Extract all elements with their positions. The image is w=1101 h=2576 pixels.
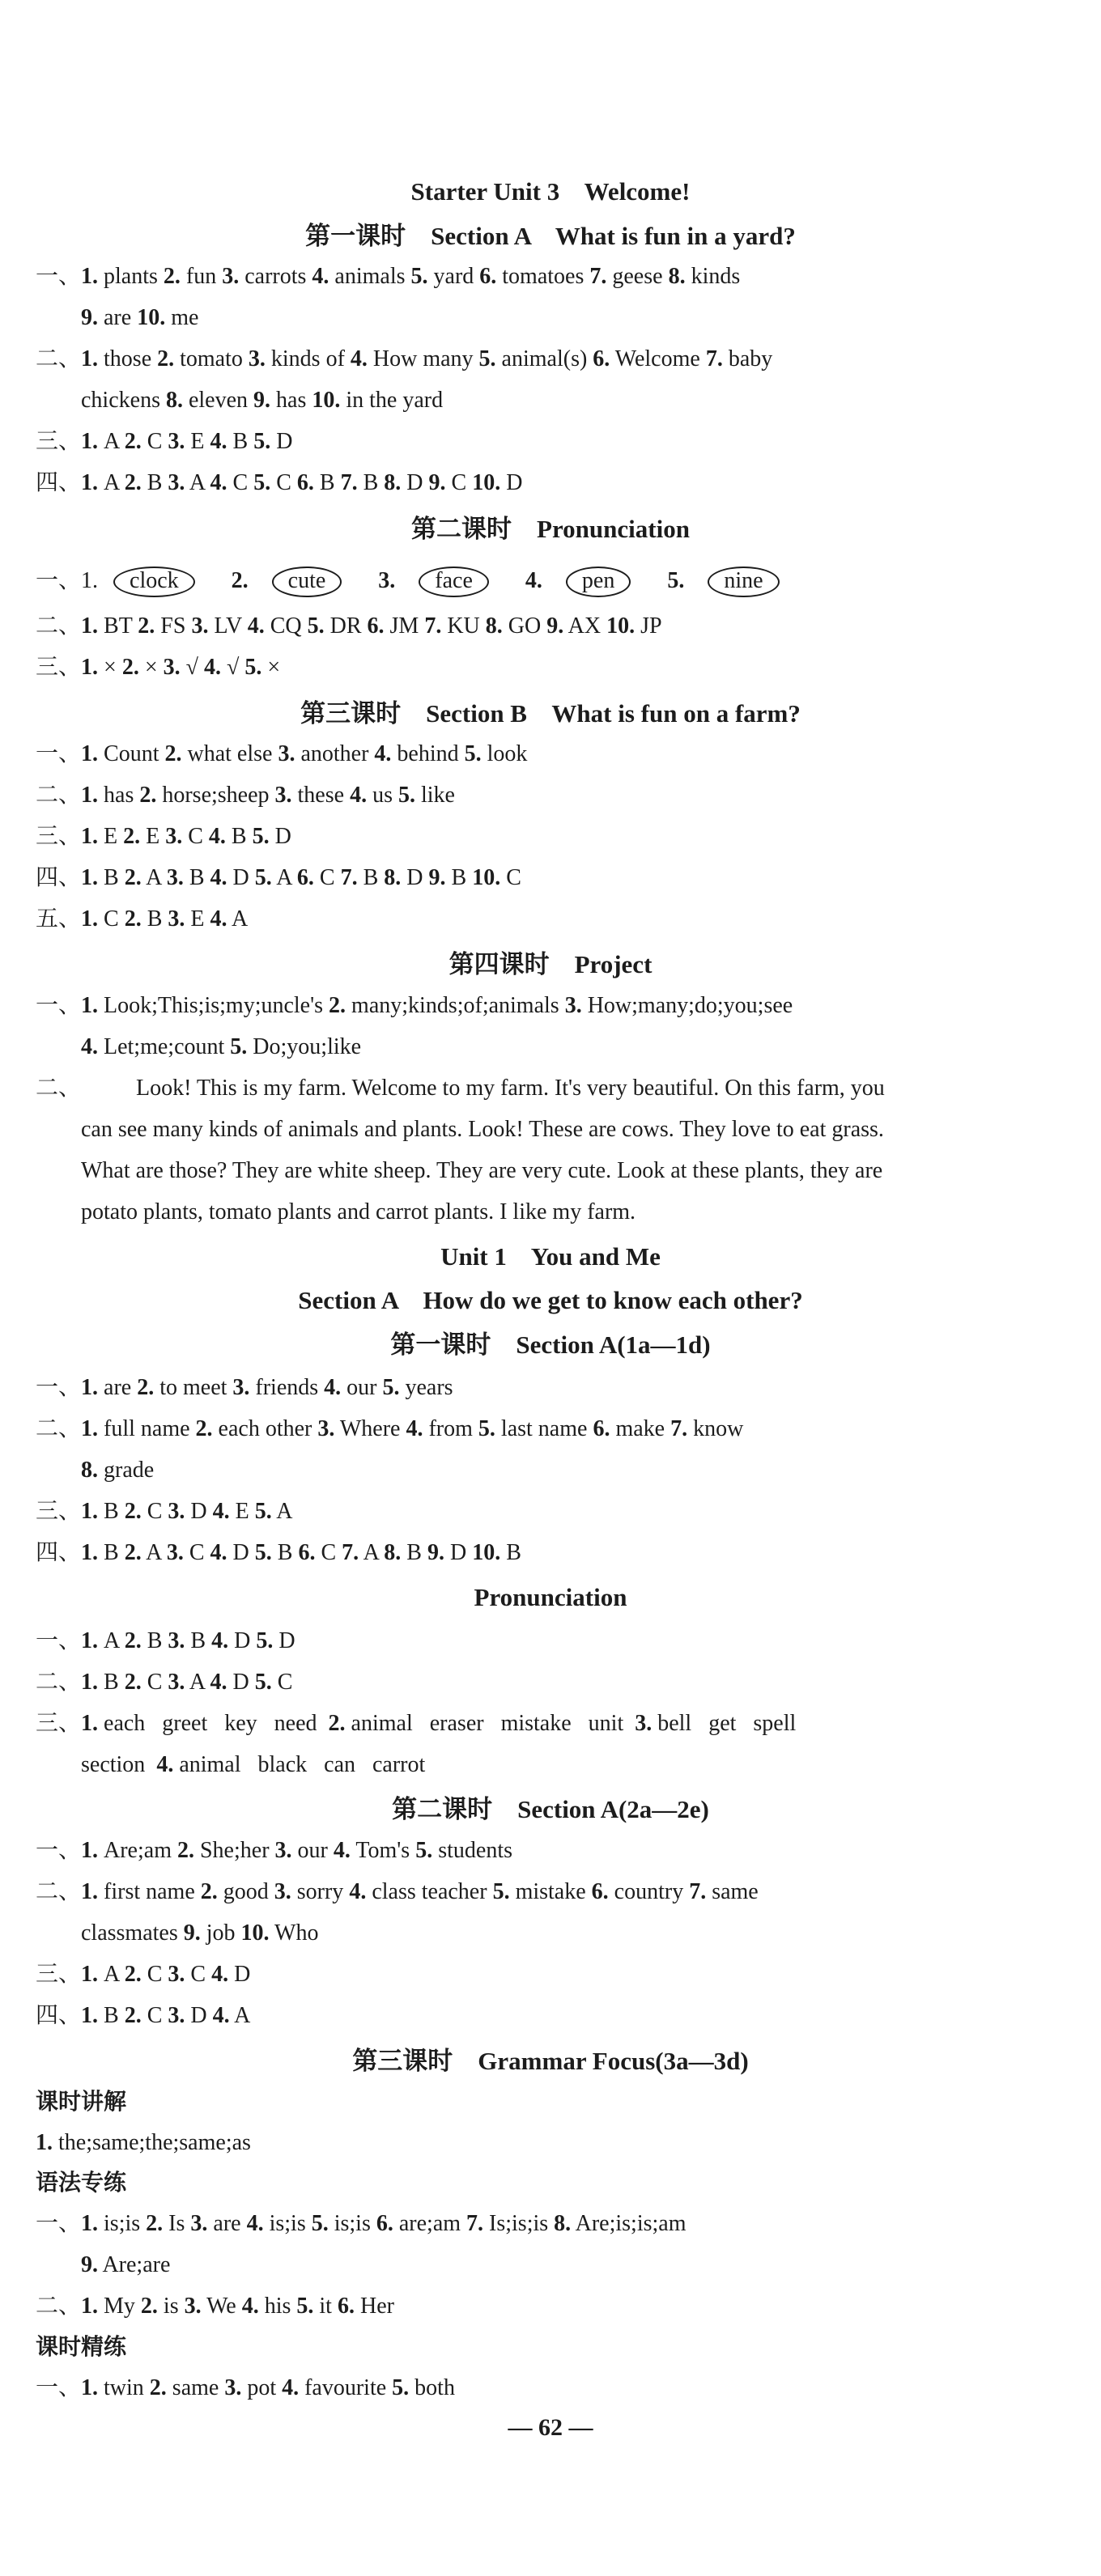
answer-line: 8. grade: [81, 1458, 155, 1483]
answer-line: 三、1. E 2. E 3. C 4. B 5. D: [36, 824, 291, 849]
circled-word: clock: [113, 567, 195, 597]
answer-line: chickens 8. eleven 9. has 10. in the yard: [81, 388, 444, 413]
answer-label: 一、1.: [36, 568, 99, 593]
unit1-section-title: Section A How do we get to know each other?: [298, 1286, 803, 1314]
u1-lesson2-heading: 第二课时 Section A(2a—2e): [392, 1795, 709, 1823]
lesson1-heading: 第一课时 Section A What is fun in a yard?: [305, 222, 796, 250]
answer-line: 二、1. My 2. is 3. We 4. his 5. it 6. Her: [36, 2294, 394, 2319]
lesson2-heading: 第二课时 Pronunciation: [411, 515, 690, 543]
answer-number: 5.: [667, 568, 685, 593]
passage-line: potato plants, tomato plants and carrot plants. I like my farm.: [81, 1199, 636, 1224]
answer-line: 四、1. A 2. B 3. A 4. C 5. C 6. B 7. B 8. D 9. C 10. D: [36, 470, 523, 495]
unit1-title: Unit 1 You and Me: [440, 1242, 661, 1271]
answer-line: 二、1. BT 2. FS 3. LV 4. CQ 5. DR 6. JM 7. KU 8. GO 9. AX 10. JP: [36, 613, 662, 639]
answer-line: 9. are 10. me: [81, 305, 199, 330]
circled-word: nine: [708, 567, 779, 597]
answer-line: 一、1. Look;This;is;my;uncle's 2. many;kinds;of;animals 3. How;many;do;you;see: [36, 993, 793, 1018]
circled-word: face: [419, 567, 489, 597]
page-number: — 62 —: [508, 2414, 593, 2441]
answer-line: classmates 9. job 10. Who: [81, 1920, 319, 1946]
answer-line: 二、1. full name 2. each other 3. Where 4. from 5. last name 6. make 7. know: [36, 1416, 744, 1441]
answer-line: 三、1. × 2. × 3. √ 4. √ 5. ×: [36, 655, 281, 680]
answer-line: 四、1. B 2. A 3. B 4. D 5. A 6. C 7. B 8. D 9. B 10. C: [36, 865, 521, 890]
passage-line: What are those? They are white sheep. They are very cute. Look at these plants, they are: [81, 1158, 883, 1183]
answer-line: 二、1. has 2. horse;sheep 3. these 4. us 5. like: [36, 783, 455, 808]
answer-label: 二、: [36, 1076, 82, 1101]
answer-line: 二、1. B 2. C 3. A 4. D 5. C: [36, 1670, 293, 1695]
answer-line: 三、1. B 2. C 3. D 4. E 5. A: [36, 1499, 293, 1524]
answer-line: 1. the;same;the;same;as: [36, 2130, 251, 2155]
answer-line: 二、1. those 2. tomato 3. kinds of 4. How many 5. animal(s) 6. Welcome 7. baby: [36, 346, 773, 371]
lesson4-heading: 第四课时 Project: [448, 950, 653, 978]
circled-words-line: [36, 567, 780, 597]
u1-lesson1-heading: 第一课时 Section A(1a—1d): [390, 1330, 711, 1359]
answer-line: section 4. animal black can carrot: [81, 1752, 426, 1777]
circled-word: pen: [566, 567, 631, 597]
answer-line: 一、1. Count 2. what else 3. another 4. behind 5. look: [36, 741, 528, 766]
answer-line: 三、1. A 2. C 3. C 4. D: [36, 1962, 251, 1987]
subsection-label: 课时讲解: [36, 2090, 127, 2115]
subsection-label: 课时精练: [36, 2335, 127, 2360]
answer-number: 2.: [231, 568, 249, 593]
answer-line: 一、1. A 2. B 3. B 4. D 5. D: [36, 1628, 295, 1653]
starter-unit-title: Starter Unit 3 Welcome!: [410, 177, 691, 206]
answer-line: 9. Are;are: [81, 2252, 171, 2277]
subsection-label: 语法专练: [36, 2171, 127, 2196]
answer-line: 二、1. first name 2. good 3. sorry 4. class teacher 5. mistake 6. country 7. same: [36, 1879, 759, 1904]
answer-line: 一、1. Are;am 2. She;her 3. our 4. Tom's 5. students: [36, 1838, 512, 1863]
u1-lesson3-heading: 第三课时 Grammar Focus(3a—3d): [352, 2047, 749, 2075]
answer-line: 三、1. each greet key need 2. animal eraser mistake unit 3. bell get spell: [36, 1711, 797, 1736]
answer-line: 五、1. C 2. B 3. E 4. A: [36, 906, 249, 932]
answer-line: 一、1. twin 2. same 3. pot 4. favourite 5. both: [36, 2375, 455, 2400]
answer-line: 一、1. are 2. to meet 3. friends 4. our 5. years: [36, 1375, 453, 1400]
lesson3-heading: 第三课时 Section B What is fun on a farm?: [300, 699, 801, 728]
circled-word: cute: [272, 567, 342, 597]
u1-pronunciation-heading: Pronunciation: [474, 1583, 627, 1611]
answer-line: 一、1. plants 2. fun 3. carrots 4. animals 5. yard 6. tomatoes 7. geese 8. kinds: [36, 264, 741, 289]
answer-line: 4. Let;me;count 5. Do;you;like: [81, 1034, 362, 1059]
answer-line: 四、1. B 2. C 3. D 4. A: [36, 2003, 251, 2028]
answer-line: 一、1. is;is 2. Is 3. are 4. is;is 5. is;is 6. are;am 7. Is;is;is 8. Are;is;is;am: [36, 2211, 687, 2236]
answer-number: 3.: [378, 568, 396, 593]
answer-number: 4.: [525, 568, 542, 593]
passage-line: can see many kinds of animals and plants. Look! These are cows. They love to eat grass.: [81, 1117, 884, 1142]
answer-line: 三、1. A 2. C 3. E 4. B 5. D: [36, 429, 293, 454]
answer-line: 四、1. B 2. A 3. C 4. D 5. B 6. C 7. A 8. B 9. D 10. B: [36, 1540, 521, 1565]
passage-line: Look! This is my farm. Welcome to my farm. It's very beautiful. On this farm, you: [136, 1076, 885, 1101]
